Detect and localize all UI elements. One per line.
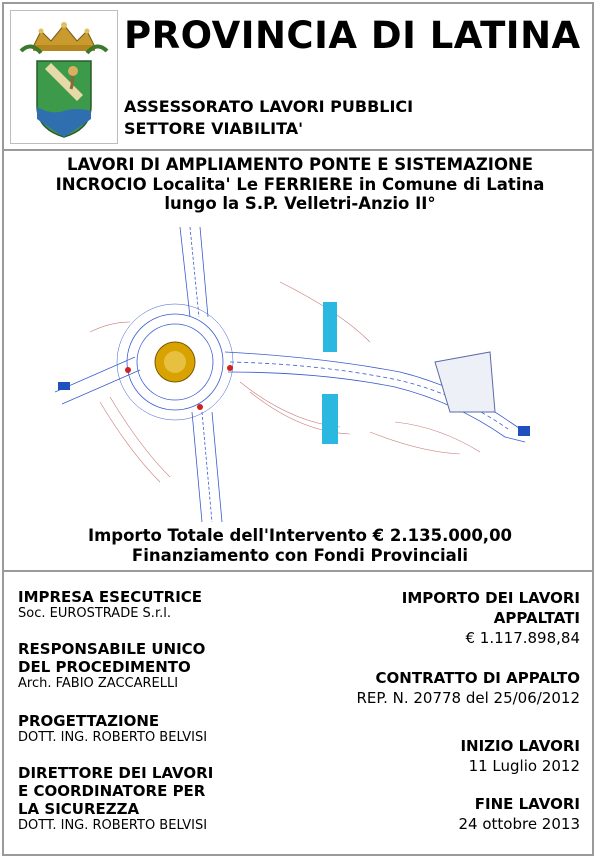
contract-amount-block xyxy=(300,588,580,648)
detail-heading: CONTRATTO DI APPALTO xyxy=(375,669,580,687)
funding-info xyxy=(20,526,580,566)
start-date-block xyxy=(300,736,580,776)
detail-heading: RESPONSABILE UNICO xyxy=(18,640,206,658)
project-title xyxy=(20,155,580,214)
detail-heading: PROGETTAZIONE xyxy=(18,712,160,730)
department-line: ASSESSORATO LAVORI PUBBLICI xyxy=(124,97,414,116)
detail-heading: DIRETTORE DEI LAVORI xyxy=(18,764,214,782)
page-title: PROVINCIA DI LATINA xyxy=(124,14,581,57)
detail-heading: FINE LAVORI xyxy=(474,795,580,813)
detail-value: Arch. FABIO ZACCARELLI xyxy=(18,676,179,691)
detail-heading: E COORDINATORE PER xyxy=(18,782,206,800)
detail-value: DOTT. ING. ROBERTO BELVISI xyxy=(18,730,208,745)
road-plan-drawing xyxy=(40,222,560,527)
project-title-line: lungo la S.P. Velletri-Anzio II° xyxy=(164,194,436,213)
design-block xyxy=(18,712,308,746)
detail-value: REP. N. 20778 del 25/06/2012 xyxy=(356,689,580,707)
detail-value: DOTT. ING. ROBERTO BELVISI xyxy=(18,818,208,833)
end-date-block xyxy=(300,794,580,834)
detail-value: € 1.117.898,84 xyxy=(465,629,580,647)
department-line: SETTORE VIABILITA' xyxy=(124,119,304,138)
funding-source: Finanziamento con Fondi Provinciali xyxy=(131,546,469,565)
project-title-line: INCROCIO Localita' Le FERRIERE in Comune di Latina xyxy=(55,174,545,194)
detail-value: Soc. EUROSTRADE S.r.l. xyxy=(18,606,171,621)
project-title-line: LAVORI DI AMPLIAMENTO PONTE E SISTEMAZIONE xyxy=(66,155,534,174)
detail-heading: LA SICUREZZA xyxy=(18,800,140,818)
rup-block xyxy=(18,640,308,692)
detail-value: 24 ottobre 2013 xyxy=(458,815,580,833)
contractor-block xyxy=(18,588,308,622)
detail-heading: INIZIO LAVORI xyxy=(460,737,580,755)
coat-of-arms-logo xyxy=(10,10,118,144)
department xyxy=(124,96,413,140)
detail-heading: DEL PROCEDIMENTO xyxy=(18,658,191,676)
director-block xyxy=(18,764,308,834)
roundabout-plan-icon xyxy=(40,222,560,527)
detail-heading: APPALTATI xyxy=(493,609,580,627)
contract-block xyxy=(300,668,580,708)
detail-heading: IMPRESA ESECUTRICE xyxy=(18,588,203,606)
detail-heading: IMPORTO DEI LAVORI xyxy=(401,589,580,607)
header-divider xyxy=(2,149,594,151)
coat-of-arms-icon xyxy=(11,11,117,143)
total-amount: Importo Totale dell'Intervento € 2.135.000,00 xyxy=(87,526,513,545)
detail-value: 11 Luglio 2012 xyxy=(468,757,580,775)
details-divider xyxy=(2,570,594,572)
